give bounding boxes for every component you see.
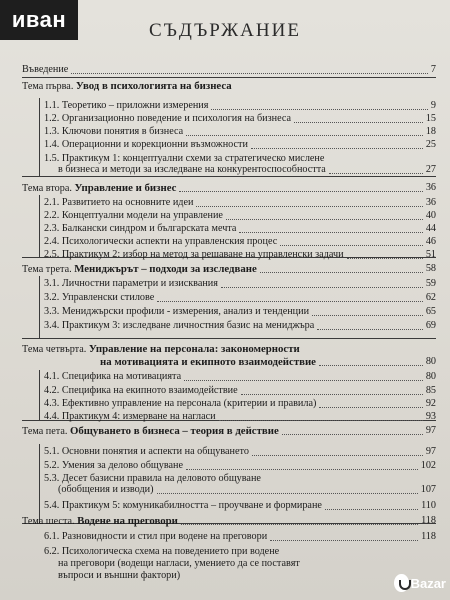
toc-entry-title (44, 278, 218, 290)
dot-leader (71, 73, 428, 74)
toc-chapter-name: Управление на персонала: закономерности (88, 343, 300, 355)
toc-entry-title (22, 343, 300, 356)
toc-entry-title (22, 515, 178, 528)
toc-entry-row[interactable] (22, 197, 436, 209)
toc-entry-title (58, 558, 300, 570)
toc-chapter-name: на мотивацията и екипното взаимодействие (100, 356, 316, 368)
dot-leader (179, 191, 423, 192)
toc-page-number: 40 (425, 210, 436, 221)
toc-entry-label: 4.3. Ефективно управление на персонала (критерии и правила) (44, 398, 317, 409)
toc-page-number: 7 (430, 64, 436, 75)
toc-entry-row[interactable] (22, 484, 436, 496)
dot-leader (241, 394, 423, 395)
toc-entry-label: 6.1. Разновидности и стил при водене на преговори (44, 531, 268, 542)
toc-entry-label: Тема първа. (22, 81, 76, 92)
toc-entry-title (44, 371, 181, 383)
toc-entry-row[interactable] (22, 126, 436, 138)
toc-page-number: 18 (425, 126, 436, 137)
toc-entry-row[interactable] (22, 460, 436, 472)
toc-entry-title (22, 263, 257, 276)
dot-leader (325, 509, 418, 510)
toc-entry-label: в бизнеса и методи за изследване на конкурентоспособността (58, 164, 326, 175)
toc-page-number: 118 (421, 531, 436, 542)
page-title: СЪДЪРЖАНИЕ (149, 20, 301, 41)
toc-entry-label: 3.4. Практикум 3: изследване личностния базис на мениджъра (44, 320, 315, 331)
toc-entry-label: 2.2. Концептуални модели на управление (44, 210, 223, 221)
toc-entry-label: Тема шеста. (22, 516, 78, 527)
dot-leader (221, 287, 423, 288)
toc-entry-title (44, 113, 291, 125)
toc-chapter-row[interactable] (22, 356, 436, 368)
toc-entry-label: 5.1. Основни понятия и аспекти на общуването (44, 446, 249, 457)
toc-entry-row[interactable] (22, 531, 436, 543)
toc-chapter-row[interactable] (22, 80, 436, 92)
toc-page-number: 102 (420, 460, 436, 471)
toc-entry-row[interactable] (22, 446, 436, 458)
toc-entry-label: Въведение (22, 64, 69, 75)
dot-leader (260, 272, 423, 273)
toc-entry-row[interactable] (22, 223, 436, 235)
dot-leader (317, 329, 423, 330)
toc-entry-label: 5.3. Десет базисни правила на деловото общуване (44, 473, 261, 484)
toc-page-number: 85 (425, 385, 436, 396)
toc-entry-title (22, 425, 279, 438)
toc-page-number: 65 (425, 306, 436, 317)
toc-entry-title (22, 80, 232, 93)
toc-entry-row[interactable] (22, 113, 436, 125)
toc-entry-row[interactable] (22, 570, 436, 582)
toc-entry-label: 3.3. Мениджърски профили - измерения, анализ и тенденции (44, 306, 310, 317)
toc-entry-label: Тема втора. (22, 183, 75, 194)
toc-entry-title (44, 546, 279, 558)
toc-entry-row[interactable] (22, 139, 436, 151)
toc-page-number: 36 (425, 182, 436, 193)
dot-leader (184, 380, 423, 381)
toc-entry-title (44, 292, 154, 304)
toc-entry-title (44, 500, 322, 512)
toc-entry-row[interactable] (22, 398, 436, 410)
toc-entry-label: 2.5. Практикум 2: избор на метод за решаване на управленски задачи (44, 249, 344, 260)
toc-entry-row[interactable] (22, 411, 436, 423)
watermark-logo: иван (0, 0, 78, 40)
toc-entry-label: 2.1. Развитието на основните идеи (44, 197, 194, 208)
bazar-icon (394, 574, 409, 592)
toc-entry-label: 1.3. Ключови понятия в бизнеса (44, 126, 184, 137)
dot-leader (319, 407, 423, 408)
toc-page-number: 80 (425, 371, 436, 382)
toc-entry-row[interactable] (22, 210, 436, 222)
toc-page-number: 97 (425, 425, 436, 436)
bazar-logo-text: Bazar (410, 575, 446, 591)
toc-entry-title (44, 139, 248, 151)
toc-page-number: 58 (425, 263, 436, 274)
toc-page-number: 46 (425, 236, 436, 247)
toc-entry-label: 1.5. Практикум 1: концептуални схеми за стратегическо мислене (44, 153, 325, 164)
toc-entry-title (44, 100, 208, 112)
toc-entry-title (44, 385, 238, 397)
toc-entry-row[interactable] (22, 546, 436, 558)
toc-entry-title (44, 320, 314, 332)
toc-entry-row[interactable] (22, 385, 436, 397)
toc-entry-label: 4.2. Специфика на екипното взаимодействие (44, 385, 238, 396)
toc-page-number: 118 (421, 515, 436, 526)
dot-leader (329, 173, 423, 174)
toc-entry-title (100, 356, 316, 369)
toc-entry-title (44, 531, 267, 543)
toc-entry-title (58, 164, 326, 176)
toc-entry-title (44, 236, 277, 248)
toc-entry-title (44, 446, 249, 458)
toc-entry-row[interactable] (22, 292, 436, 304)
dot-leader (181, 524, 418, 525)
rule (22, 338, 436, 339)
toc-entry-label: 1.2. Организационно поведение и психология на бизнеса (44, 113, 292, 124)
toc-entry-title (58, 484, 154, 496)
toc-entry-label: 3.1. Личностни параметри и изисквания (44, 278, 218, 289)
toc-entry-title (44, 126, 183, 138)
toc-chapter-row[interactable] (22, 343, 436, 355)
toc-page-number: 15 (425, 113, 436, 124)
bazar-logo (394, 568, 446, 598)
dot-leader (319, 365, 423, 366)
toc-page-number: 69 (425, 320, 436, 331)
toc-chapter-name: Мениджърът – подходи за изследване (74, 263, 257, 275)
toc-entry-label: (обобщения и изводи) (58, 484, 154, 495)
toc-chapter-name: Водене на преговори (77, 515, 178, 527)
toc-entry-row[interactable] (22, 100, 436, 112)
toc-chapter-name: Управление и бизнес (74, 182, 177, 194)
toc-entry-row[interactable] (22, 558, 436, 570)
toc-entry-label: 5.2. Умения за делово общуване (44, 460, 183, 471)
toc-entry-title (22, 182, 176, 195)
toc-entry-label: 6.2. Психологическа схема на поведението при водене (44, 546, 280, 557)
dot-leader (347, 258, 423, 259)
dot-leader (157, 493, 418, 494)
dot-leader (157, 301, 423, 302)
dot-leader (211, 109, 428, 110)
toc-entry-title (44, 398, 316, 410)
dot-leader (270, 540, 418, 541)
toc-entry-title (44, 411, 216, 423)
toc-entry-label: 2.3. Балкански синдром и българската мечта (44, 223, 237, 234)
toc-entry-label: Тема пета. (22, 426, 70, 437)
toc-entry-label: Тема трета. (22, 264, 75, 275)
dot-leader (239, 232, 423, 233)
toc-entry-row[interactable] (22, 320, 436, 332)
toc-entry-title (22, 64, 68, 76)
toc-chapter-name: Увод в психологията на бизнеса (75, 80, 232, 92)
toc-entry-label: 5.4. Практикум 5: комуникабилността – проучване и формиране (44, 500, 322, 511)
dot-leader (226, 219, 423, 220)
toc-chapter-row[interactable] (22, 425, 436, 437)
dot-leader (186, 469, 418, 470)
toc-page-number: 25 (425, 139, 436, 150)
dot-leader (280, 245, 423, 246)
toc-page-number: 93 (425, 411, 436, 422)
toc-page-number: 110 (421, 500, 436, 511)
toc-page-number: 62 (425, 292, 436, 303)
dot-leader (219, 420, 423, 421)
toc-entry-label: 1.1. Теоретико – приложни измерения (44, 100, 209, 111)
toc-page-number: 92 (425, 398, 436, 409)
toc-entry-row[interactable] (22, 278, 436, 290)
toc-entry-label: 2.4. Психологически аспекти на управленския процес (44, 236, 278, 247)
toc-chapter-row[interactable] (22, 515, 436, 527)
toc-chapter-name: Общуването в бизнеса – теория в действие (69, 425, 279, 437)
toc-entry-row[interactable] (22, 236, 436, 248)
toc-entry-row[interactable] (22, 306, 436, 318)
rule (22, 176, 436, 177)
toc-entry-label: Тема четвърта. (22, 344, 89, 355)
dot-leader (294, 122, 423, 123)
toc-page-number: 107 (420, 484, 436, 495)
toc-chapter-row[interactable] (22, 263, 436, 275)
dot-leader (252, 455, 423, 456)
dot-leader (312, 315, 423, 316)
toc-entry-title (44, 460, 183, 472)
dot-leader (251, 148, 423, 149)
toc-entry-label: 4.4. Практикум 4: измерване на нагласи (44, 411, 216, 422)
toc-page-number: 27 (425, 164, 436, 175)
dot-leader (186, 135, 423, 136)
toc-entry-label: 3.2. Управленски стилове (44, 292, 155, 303)
toc-entry-row[interactable] (22, 500, 436, 512)
toc-entry-title (58, 570, 180, 582)
toc-entry-row[interactable] (22, 249, 436, 261)
toc-entry-title (44, 210, 223, 222)
toc-entry-title (44, 249, 344, 261)
toc-entry-row[interactable] (22, 164, 436, 176)
toc-page-number: 51 (425, 249, 436, 260)
toc-page-number: 9 (430, 100, 436, 111)
toc-page-number: 36 (425, 197, 436, 208)
toc-entry-label: на преговори (водещи нагласи, умението да се поставят (58, 558, 300, 569)
toc-page-number: 44 (425, 223, 436, 234)
dot-leader (196, 206, 423, 207)
toc-entry-title (44, 197, 193, 209)
toc-entry-label: 4.1. Специфика на мотивацията (44, 371, 182, 382)
toc-entry-label: 1.4. Операционни и корекционни възможности (44, 139, 248, 150)
toc-entry-row[interactable] (22, 371, 436, 383)
dot-leader (282, 434, 423, 435)
toc-entry-title (44, 223, 236, 235)
rule (22, 77, 436, 78)
toc-chapter-row[interactable] (22, 182, 436, 194)
toc-page-number: 97 (425, 446, 436, 457)
toc-page-number: 80 (425, 356, 436, 367)
toc-entry-title (44, 306, 309, 318)
toc-entry-row[interactable] (22, 64, 436, 76)
toc-page-number: 59 (425, 278, 436, 289)
toc-entry-label: въпроси и външни фактори) (58, 570, 181, 581)
